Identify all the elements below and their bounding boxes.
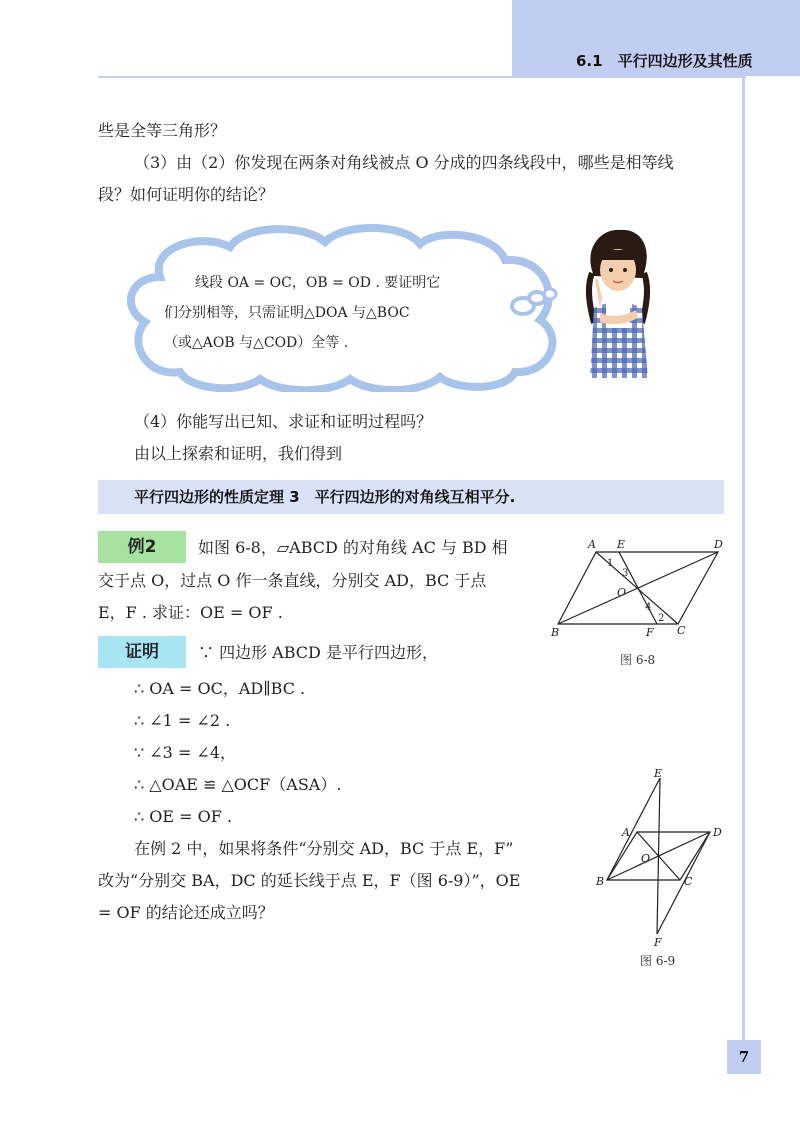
fig68-angle-4: 4 [645, 602, 652, 613]
question-3-line-1: （3）由（2）你发现在两条对角线被点 O 分成的四条线段中，哪些是相等线 [134, 153, 674, 172]
fig68-label-o: O [617, 586, 627, 599]
question-3-line-2: 段？如何证明你的结论？ [98, 185, 275, 204]
proof-step-4: ∴ △OAE ≌ △OCF（ASA）. [134, 775, 342, 794]
fig69-label-f: F [654, 936, 662, 949]
followup-line-1: 在例 2 中，如果将条件“分别交 AD，BC 于点 E，F” [134, 839, 514, 858]
cloud-text-line-3: （或△AOB 与△COD）全等 . [164, 335, 349, 351]
thought-bubble-small [544, 289, 556, 299]
fig68-label-d: D [714, 538, 723, 551]
extension-ba [607, 778, 660, 880]
fig68-angle-2: 2 [658, 613, 665, 624]
fig68-angle-3: 3 [622, 568, 629, 579]
fig69-label-a: A [622, 826, 630, 839]
cloud-text-line-1: 线段 OA = OC，OB = OD . 要证明它 [195, 275, 441, 291]
fig69-label-b: B [596, 875, 605, 888]
fig69-label-c: C [684, 875, 693, 888]
header-rule [98, 76, 746, 78]
girl-illustration [572, 228, 662, 383]
figure-6-9-caption: 图 6-9 [640, 954, 676, 968]
proof-label: 证明 [98, 636, 186, 668]
example-line-1: 如图 6-8，▱ABCD 的对角线 AC 与 BD 相 [198, 538, 508, 557]
fig68-label-b: B [551, 626, 560, 639]
figure-6-9 [592, 768, 732, 950]
figure-6-8-caption: 图 6-8 [620, 653, 656, 667]
followup-line-3: = OF 的结论还成立吗？ [98, 903, 274, 922]
side-rule [742, 76, 745, 1046]
text-line-1: 些是全等三角形？ [98, 121, 227, 140]
proof-line-0: ∵ 四边形 ABCD 是平行四边形， [198, 643, 438, 662]
conclusion-lead: 由以上探索和证明，我们得到 [134, 444, 343, 463]
fig68-angle-1: 1 [607, 558, 614, 569]
fig68-label-a: A [588, 538, 596, 551]
proof-step-5: ∴ OE = OF . [134, 807, 233, 826]
fig69-label-e: E [654, 768, 663, 780]
proof-step-1: ∴ OA = OC，AD∥BC . [134, 679, 306, 698]
cloud-text-line-2: 们分别相等，只需证明△DOA 与△BOC [164, 305, 410, 321]
fig68-label-e: E [617, 538, 626, 551]
example-line-3: E，F . 求证：OE = OF . [98, 603, 283, 622]
followup-line-2: 改为“分别交 BA，DC 的延长线于点 E，F（图 6-9）”，OE [98, 871, 521, 890]
fig69-label-d: D [713, 826, 722, 839]
page-number: 7 [727, 1040, 761, 1074]
figure-6-8 [548, 536, 738, 646]
fig69-label-o: O [641, 852, 651, 865]
fig68-label-c: C [677, 624, 686, 637]
example-label: 例2 [98, 531, 186, 563]
section-title: 6.1 平行四边形及其性质 [576, 52, 753, 70]
example-line-2: 交于点 O，过点 O 作一条直线，分别交 AD，BC 于点 [98, 571, 487, 590]
question-4: （4）你能写出已知、求证和证明过程吗？ [134, 412, 433, 431]
proof-step-2: ∴ ∠1 = ∠2 . [134, 711, 231, 730]
proof-step-3: ∵ ∠3 = ∠4， [134, 743, 237, 762]
theorem-text: 平行四边形的性质定理 3 平行四边形的对角线互相平分. [134, 488, 516, 506]
fig68-label-f: F [646, 626, 654, 639]
